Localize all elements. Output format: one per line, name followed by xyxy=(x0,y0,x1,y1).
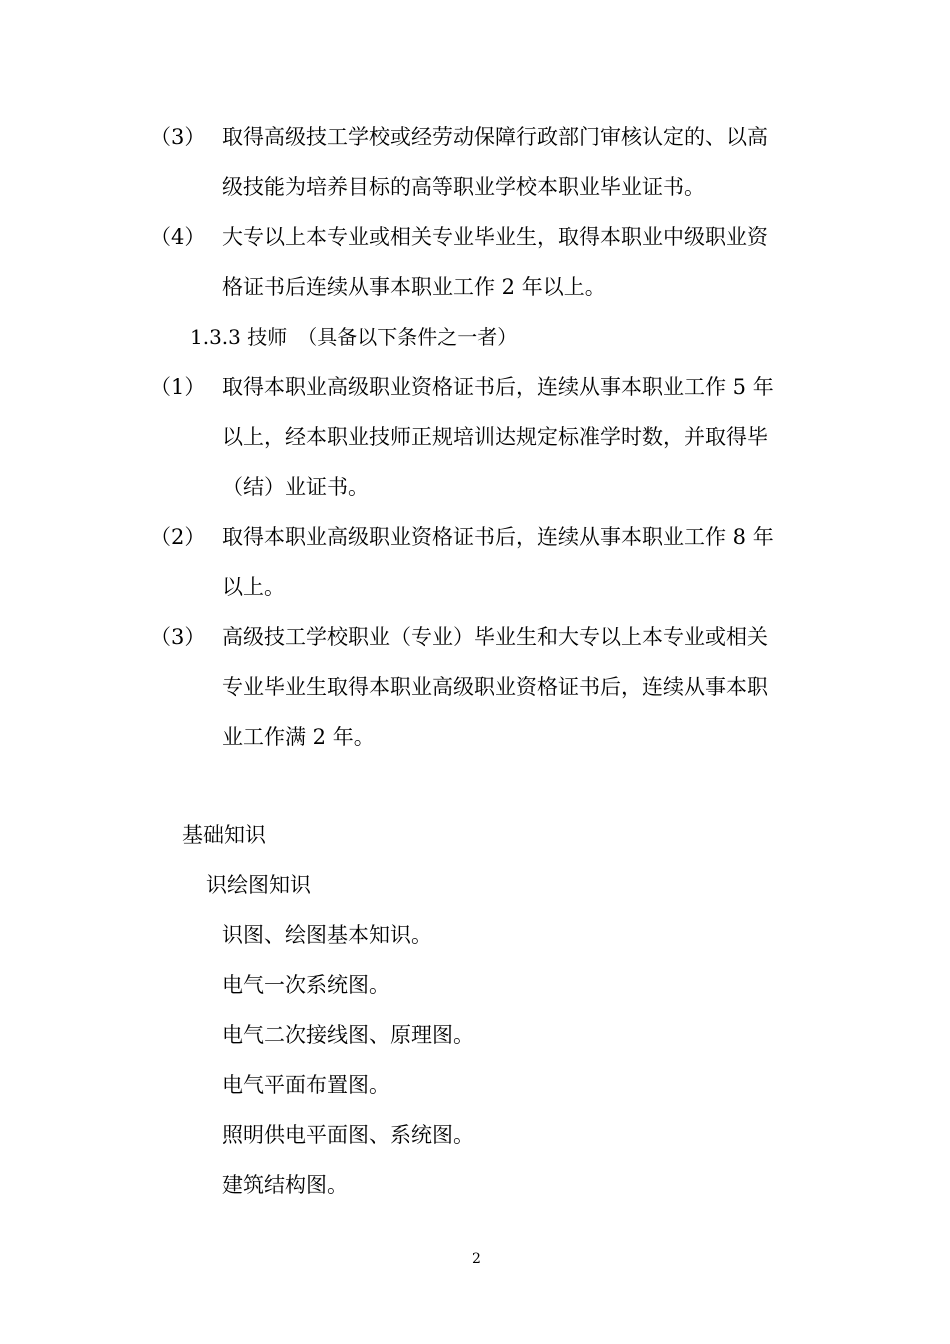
page-number: 2 xyxy=(472,1251,481,1267)
paragraph-line: 取得本职业高级职业资格证书后，连续从事本职业工作 8 年 xyxy=(222,525,774,549)
paragraph-line: 大专以上本专业或相关专业毕业生，取得本职业中级职业资 xyxy=(222,225,768,249)
paragraph-line: 以上。 xyxy=(222,575,285,599)
list-item: 建筑结构图。 xyxy=(222,1173,348,1197)
paragraph-line: 高级技工学校职业（专业）毕业生和大专以上本专业或相关 xyxy=(222,625,768,649)
drawing-knowledge-heading: 识绘图知识 xyxy=(206,873,311,897)
item-marker: （3） xyxy=(150,625,206,649)
basic-knowledge-heading: 基础知识 xyxy=(182,823,266,847)
paragraph-line: 格证书后连续从事本职业工作 2 年以上。 xyxy=(222,275,606,299)
list-item: 照明供电平面图、系统图。 xyxy=(222,1123,474,1147)
section-heading: 1.3.3 技师 （具备以下条件之一者） xyxy=(190,325,518,349)
item-marker: （1） xyxy=(150,375,206,399)
item-marker: （4） xyxy=(150,225,206,249)
paragraph-line: 取得本职业高级职业资格证书后，连续从事本职业工作 5 年 xyxy=(222,375,774,399)
paragraph-line: 级技能为培养目标的高等职业学校本职业毕业证书。 xyxy=(222,175,705,199)
item-marker: （2） xyxy=(150,525,206,549)
paragraph-line: 专业毕业生取得本职业高级职业资格证书后，连续从事本职 xyxy=(222,675,768,699)
paragraph-line: 业工作满 2 年。 xyxy=(222,725,375,749)
paragraph-line: 以上，经本职业技师正规培训达规定标准学时数，并取得毕 xyxy=(222,425,768,449)
list-item: 电气平面布置图。 xyxy=(222,1073,390,1097)
list-item: 识图、绘图基本知识。 xyxy=(222,923,432,947)
paragraph-line: 取得高级技工学校或经劳动保障行政部门审核认定的、以高 xyxy=(222,125,768,149)
list-item: 电气一次系统图。 xyxy=(222,973,390,997)
item-marker: （3） xyxy=(150,125,206,149)
paragraph-line: （结）业证书。 xyxy=(222,475,369,499)
list-item: 电气二次接线图、原理图。 xyxy=(222,1023,474,1047)
